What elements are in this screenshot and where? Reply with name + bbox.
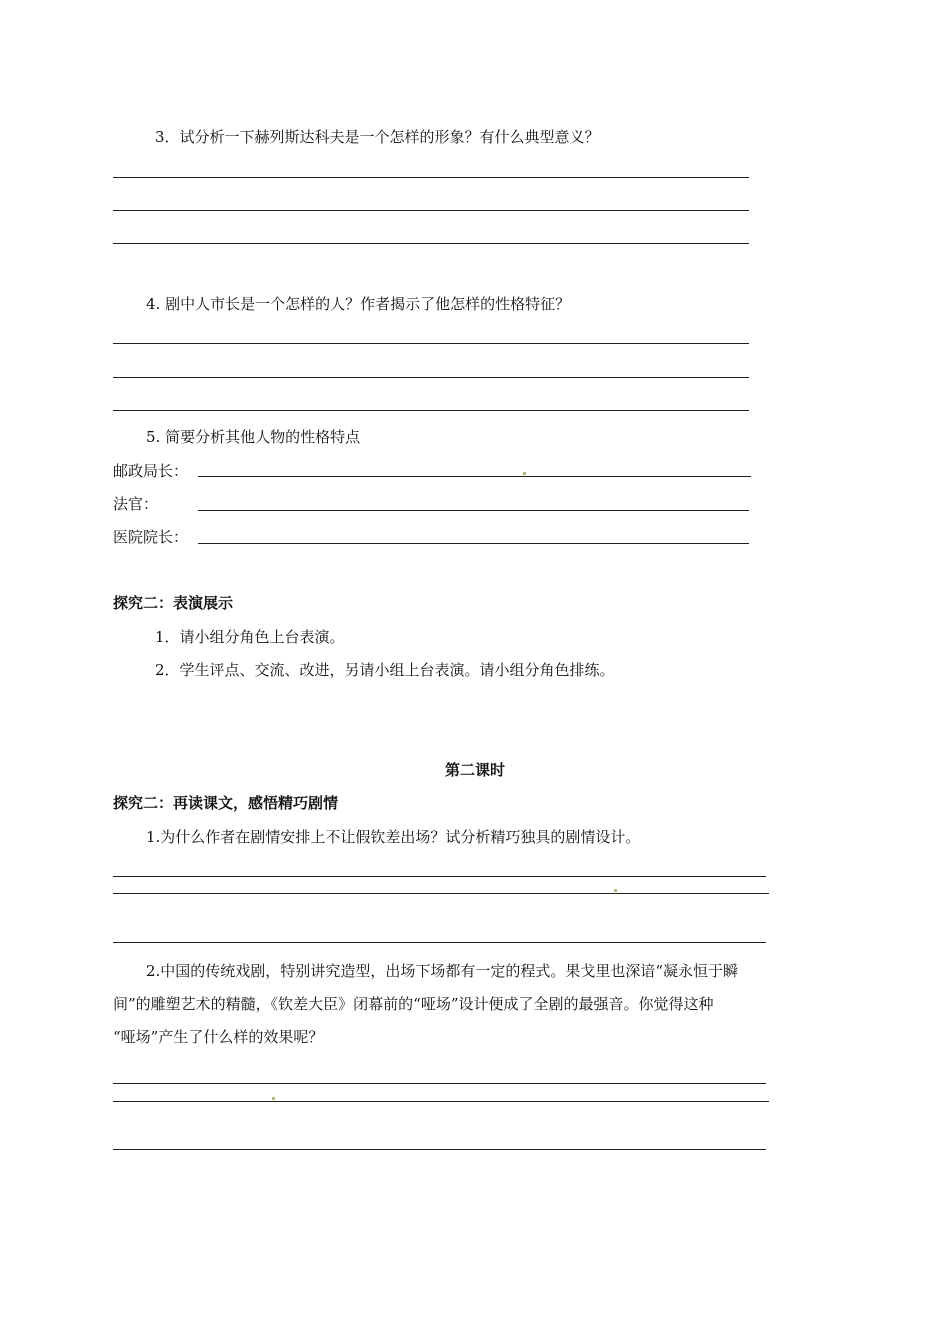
answer-line: [113, 876, 766, 877]
answer-line: [113, 177, 749, 178]
answer-line: [113, 243, 749, 244]
answer-line: [113, 893, 769, 894]
section-heading: 探究二：表演展示: [113, 594, 234, 612]
question-1: 1.为什么作者在剧情安排上不让假钦差出场？试分析精巧独具的剧情设计。: [146, 828, 641, 846]
question-2-line: 间”的雕塑艺术的精髓，《钦差大臣》闭幕前的“哑场”设计便成了全剧的最强音。你觉得这种: [113, 995, 714, 1013]
answer-line: [113, 377, 749, 378]
scan-speck: [272, 1097, 275, 1100]
question-4: 4. 剧中人市长是一个怎样的人？作者揭示了他怎样的性格特征？: [146, 295, 571, 313]
question-5: 5. 简要分析其他人物的性格特点: [146, 428, 361, 446]
question-3: 3．试分析一下赫列斯达科夫是一个怎样的形象？有什么典型意义？: [155, 128, 600, 146]
answer-line: [198, 476, 751, 477]
answer-line: [113, 210, 749, 211]
list-item: 1．请小组分角色上台表演。: [155, 628, 345, 646]
question-2-line: “哑场”产生了什么样的效果呢？: [113, 1028, 324, 1046]
answer-line: [113, 343, 749, 344]
answer-line: [113, 1149, 766, 1150]
answer-line: [113, 1083, 766, 1084]
scan-speck: [523, 472, 526, 475]
section-heading: 探究二：再读课文，感悟精巧剧情: [113, 794, 339, 812]
answer-line: [198, 510, 749, 511]
question-2-line: 2.中国的传统戏剧，特别讲究造型，出场下场都有一定的程式。果戈里也深谙“凝永恒于瞬: [146, 962, 738, 980]
label-postmaster: 邮政局长：: [113, 462, 189, 480]
answer-line: [198, 543, 749, 544]
scan-speck: [614, 889, 617, 892]
label-hospital-director: 医院院长：: [113, 528, 189, 546]
answer-line: [113, 942, 766, 943]
label-judge: 法官：: [113, 495, 159, 513]
lesson-title: 第二课时: [444, 761, 505, 779]
answer-line: [113, 410, 749, 411]
answer-line: [113, 1101, 769, 1102]
list-item: 2．学生评点、交流、改进，另请小组上台表演。请小组分角色排练。: [155, 661, 615, 679]
